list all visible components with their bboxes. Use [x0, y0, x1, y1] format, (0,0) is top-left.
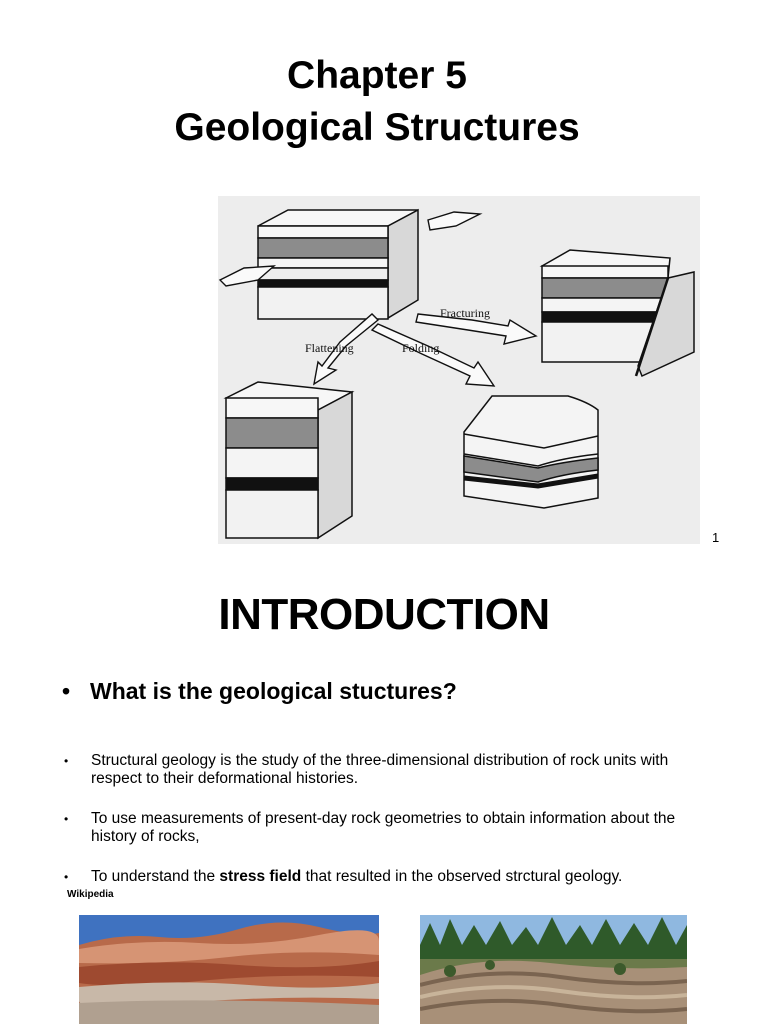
- folding-arrow: [372, 324, 494, 386]
- intro-heading: INTRODUCTION: [218, 590, 550, 639]
- bullet-text: Structural geology is the study of the three-dimensional distribution of rock units with respect to their deformational histories.: [91, 752, 669, 787]
- bullet-symbol: •: [64, 870, 69, 884]
- title-line-2: Geological Structures: [174, 106, 580, 149]
- fracturing-label: Fracturing: [440, 306, 490, 320]
- title-line-1: Chapter 5: [287, 54, 467, 97]
- bullet-item: [62, 752, 722, 788]
- stress-field-term: stress field: [219, 868, 302, 885]
- bullet-item: [62, 868, 722, 886]
- deformation-figure: [218, 196, 700, 544]
- question-text: What is the geological stuctures?: [90, 678, 457, 704]
- folding-label: Folding: [402, 341, 440, 355]
- original-block: [258, 210, 418, 319]
- compression-arrow-right: [428, 212, 480, 230]
- slide-title: [0, 50, 754, 154]
- bullet-text: To use measurements of present-day rock geometries to obtain information about the history of rocks,: [91, 810, 676, 845]
- folded-rock-photo: [420, 915, 687, 1024]
- flattening-label: Flattening: [305, 341, 354, 355]
- bullet-symbol: •: [64, 812, 69, 826]
- question-bullet: [62, 678, 457, 705]
- flattened-block: [226, 382, 352, 538]
- stress-text-post: that resulted in the observed strctural geology.: [301, 868, 623, 885]
- bullet-symbol: •: [64, 754, 69, 768]
- bullet-list: [62, 752, 722, 908]
- rock-strata-photo: [79, 915, 379, 1024]
- bullet-symbol: •: [62, 678, 71, 704]
- bullet-item: [62, 810, 722, 846]
- fractured-block: [542, 250, 694, 376]
- page-number: 1: [712, 530, 720, 545]
- folded-block: [464, 396, 598, 508]
- source-label: Wikipedia: [67, 889, 114, 900]
- stress-text-pre: To understand the: [91, 868, 220, 885]
